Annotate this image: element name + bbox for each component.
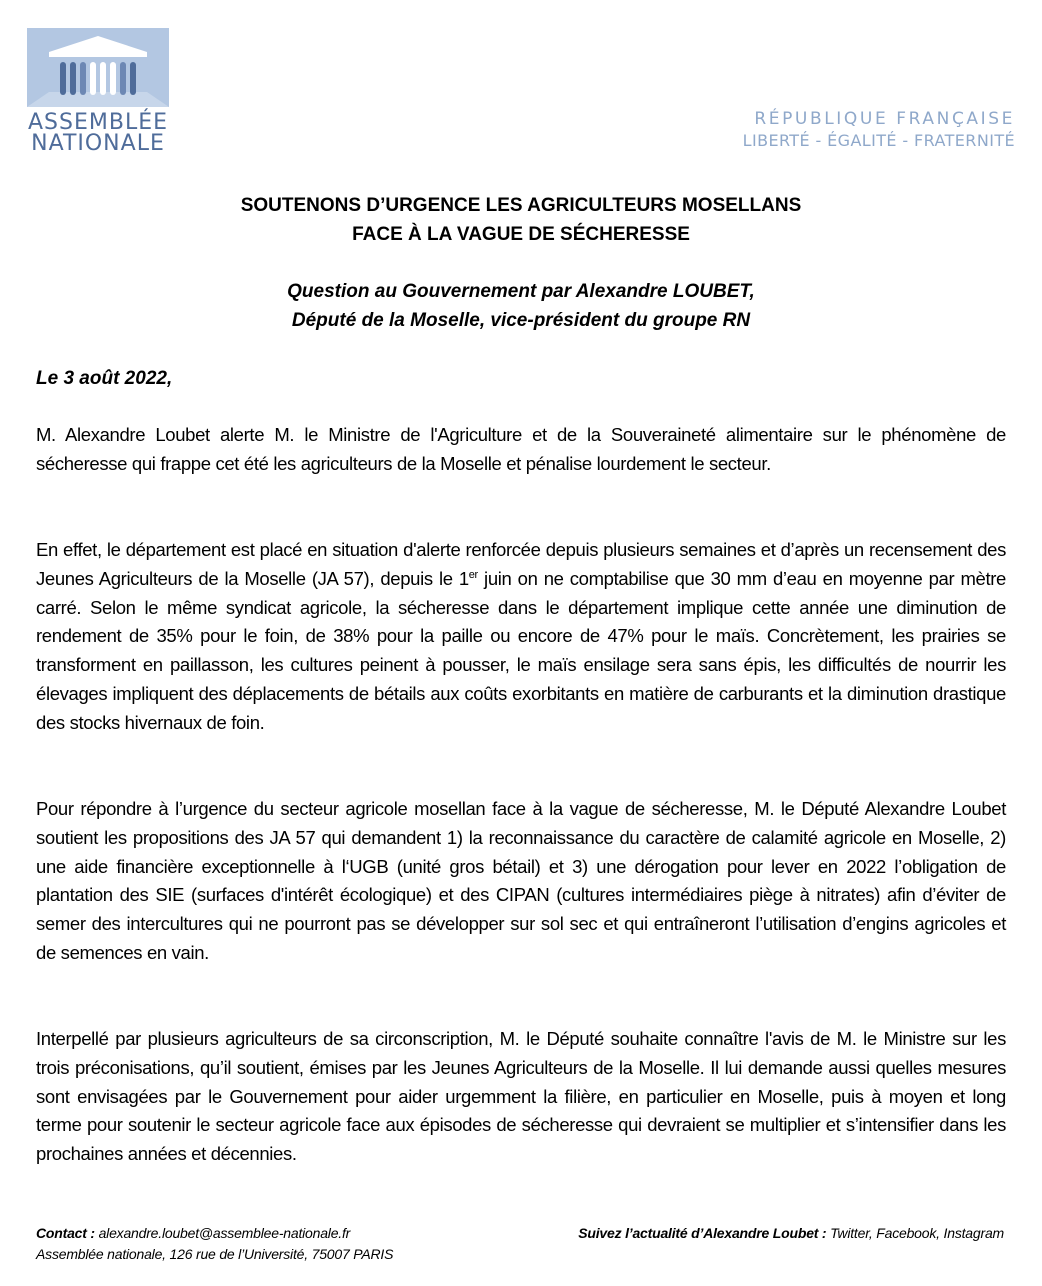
republique-francaise-mark (743, 108, 1015, 152)
subtitle-line-2: Député de la Moselle, vice-président du groupe RN (291, 310, 751, 331)
title-line-2: FACE À LA VAGUE DE SÉCHERESSE (352, 224, 690, 245)
paragraph-1: M. Alexandre Loubet alerte M. le Ministre de l'Agriculture et de la Souveraineté alimentaire sur le phénomène de sécheresse qui frappe cet été les agriculteurs de la Moselle et pénalise lourdement le secteur. (36, 424, 1006, 474)
paragraph-3: Pour répondre à l’urgence du secteur agricole mosellan face à la vague de sécheresse, M. le Député Alexandre Loubet soutient les propositions des JA 57 qui demandent 1) la reconnaissance du caractère de calamité agricole en Moselle, 2) une aide financière exceptionnelle à l‘UGB (unité gros bétail) et 3) une dérogation pour lever en 2022 l’obligation de plantation des SIE (surfaces d'intérêt écologique) et des CIPAN (cultures intermédiaires piège à nitrates) afin d’éviter de semer des intercultures qui ne pourront pas se développer sur sol sec et qui entraîneront l’utilisation d’engins agricoles et de semences en vain. (36, 798, 1006, 963)
social-networks: Twitter, Facebook, Instagram (830, 1225, 1004, 1241)
paragraph-2 (36, 536, 1006, 738)
logo-building-icon (27, 28, 169, 107)
follow-label: Suivez l’actualité d’Alexandre Loubet : (578, 1225, 827, 1241)
republique-line: RÉPUBLIQUE FRANÇAISE (754, 109, 1015, 129)
footer-social (578, 1223, 1004, 1244)
assemblee-nationale-logo (27, 28, 169, 156)
footer-contact (36, 1223, 393, 1265)
paragraph-4: Interpellé par plusieurs agriculteurs de sa circonscription, M. le Député souhaite connaître l'avis de M. le Ministre sur les trois préconisations, qu’il soutient, émises par les Jeunes Agriculteurs de la Moselle. Il lui demande aussi quelles mesures sont envisagées par le Gouvernement pour aider urgemment la filière, en particulier en Moselle, puis à moyen et long terme pour soutenir le secteur agricole face aux épisodes de sécheresse qui devraient se multiplier et s’intensifier dans les prochaines années et décennies. (36, 1028, 1006, 1165)
contact-address: Assemblée nationale, 126 rue de l’Université, 75007 PARIS (36, 1246, 394, 1262)
document-date: Le 3 août 2022, (36, 368, 173, 389)
ordinal-superscript: er (468, 568, 478, 581)
paragraph-2-part-2: juin on ne comptabilise que 30 mm d’eau en moyenne par mètre carré. Selon le même syndicat agricole, la sécheresse dans le département implique cette année une diminution de rendement de 35% pour le foin, de 38% pour la paille ou encore de 47% pour le maïs. Concrètement, les prairies se transforment en paillasson, les cultures peinent à pousser, le maïs ensilage sera sans épis, les difficultés de nourrir les élevages impliquent des déplacements de bétails aux coûts exorbitants en matière de carburants et la diminution drastique des stocks hivernaux de foin. (36, 567, 1006, 733)
document-title (0, 191, 1042, 249)
document-subtitle (0, 277, 1042, 335)
hemicycle-building-icon (27, 28, 169, 107)
contact-label: Contact : (36, 1225, 95, 1241)
devise-line: LIBERTÉ - ÉGALITÉ - FRATERNITÉ (742, 131, 1015, 150)
paragraph-2-part-1: En effet, le département est placé en situation d'alerte renforcée depuis plusieurs semaines et d’après un recensement des Jeunes Agriculteurs de la Moselle (JA 57), depuis le 1 (36, 539, 1006, 589)
contact-email-link[interactable]: alexandre.loubet@assemblee-nationale.fr (98, 1225, 351, 1241)
subtitle-line-1: Question au Gouvernement par Alexandre LOUBET, (287, 281, 755, 302)
title-line-1: SOUTENONS D’URGENCE LES AGRICULTEURS MOSELLANS (240, 195, 802, 216)
logo-text-line1: ASSEMBLÉE (27, 110, 168, 135)
logo-text-line2: NATIONALE (31, 131, 165, 156)
